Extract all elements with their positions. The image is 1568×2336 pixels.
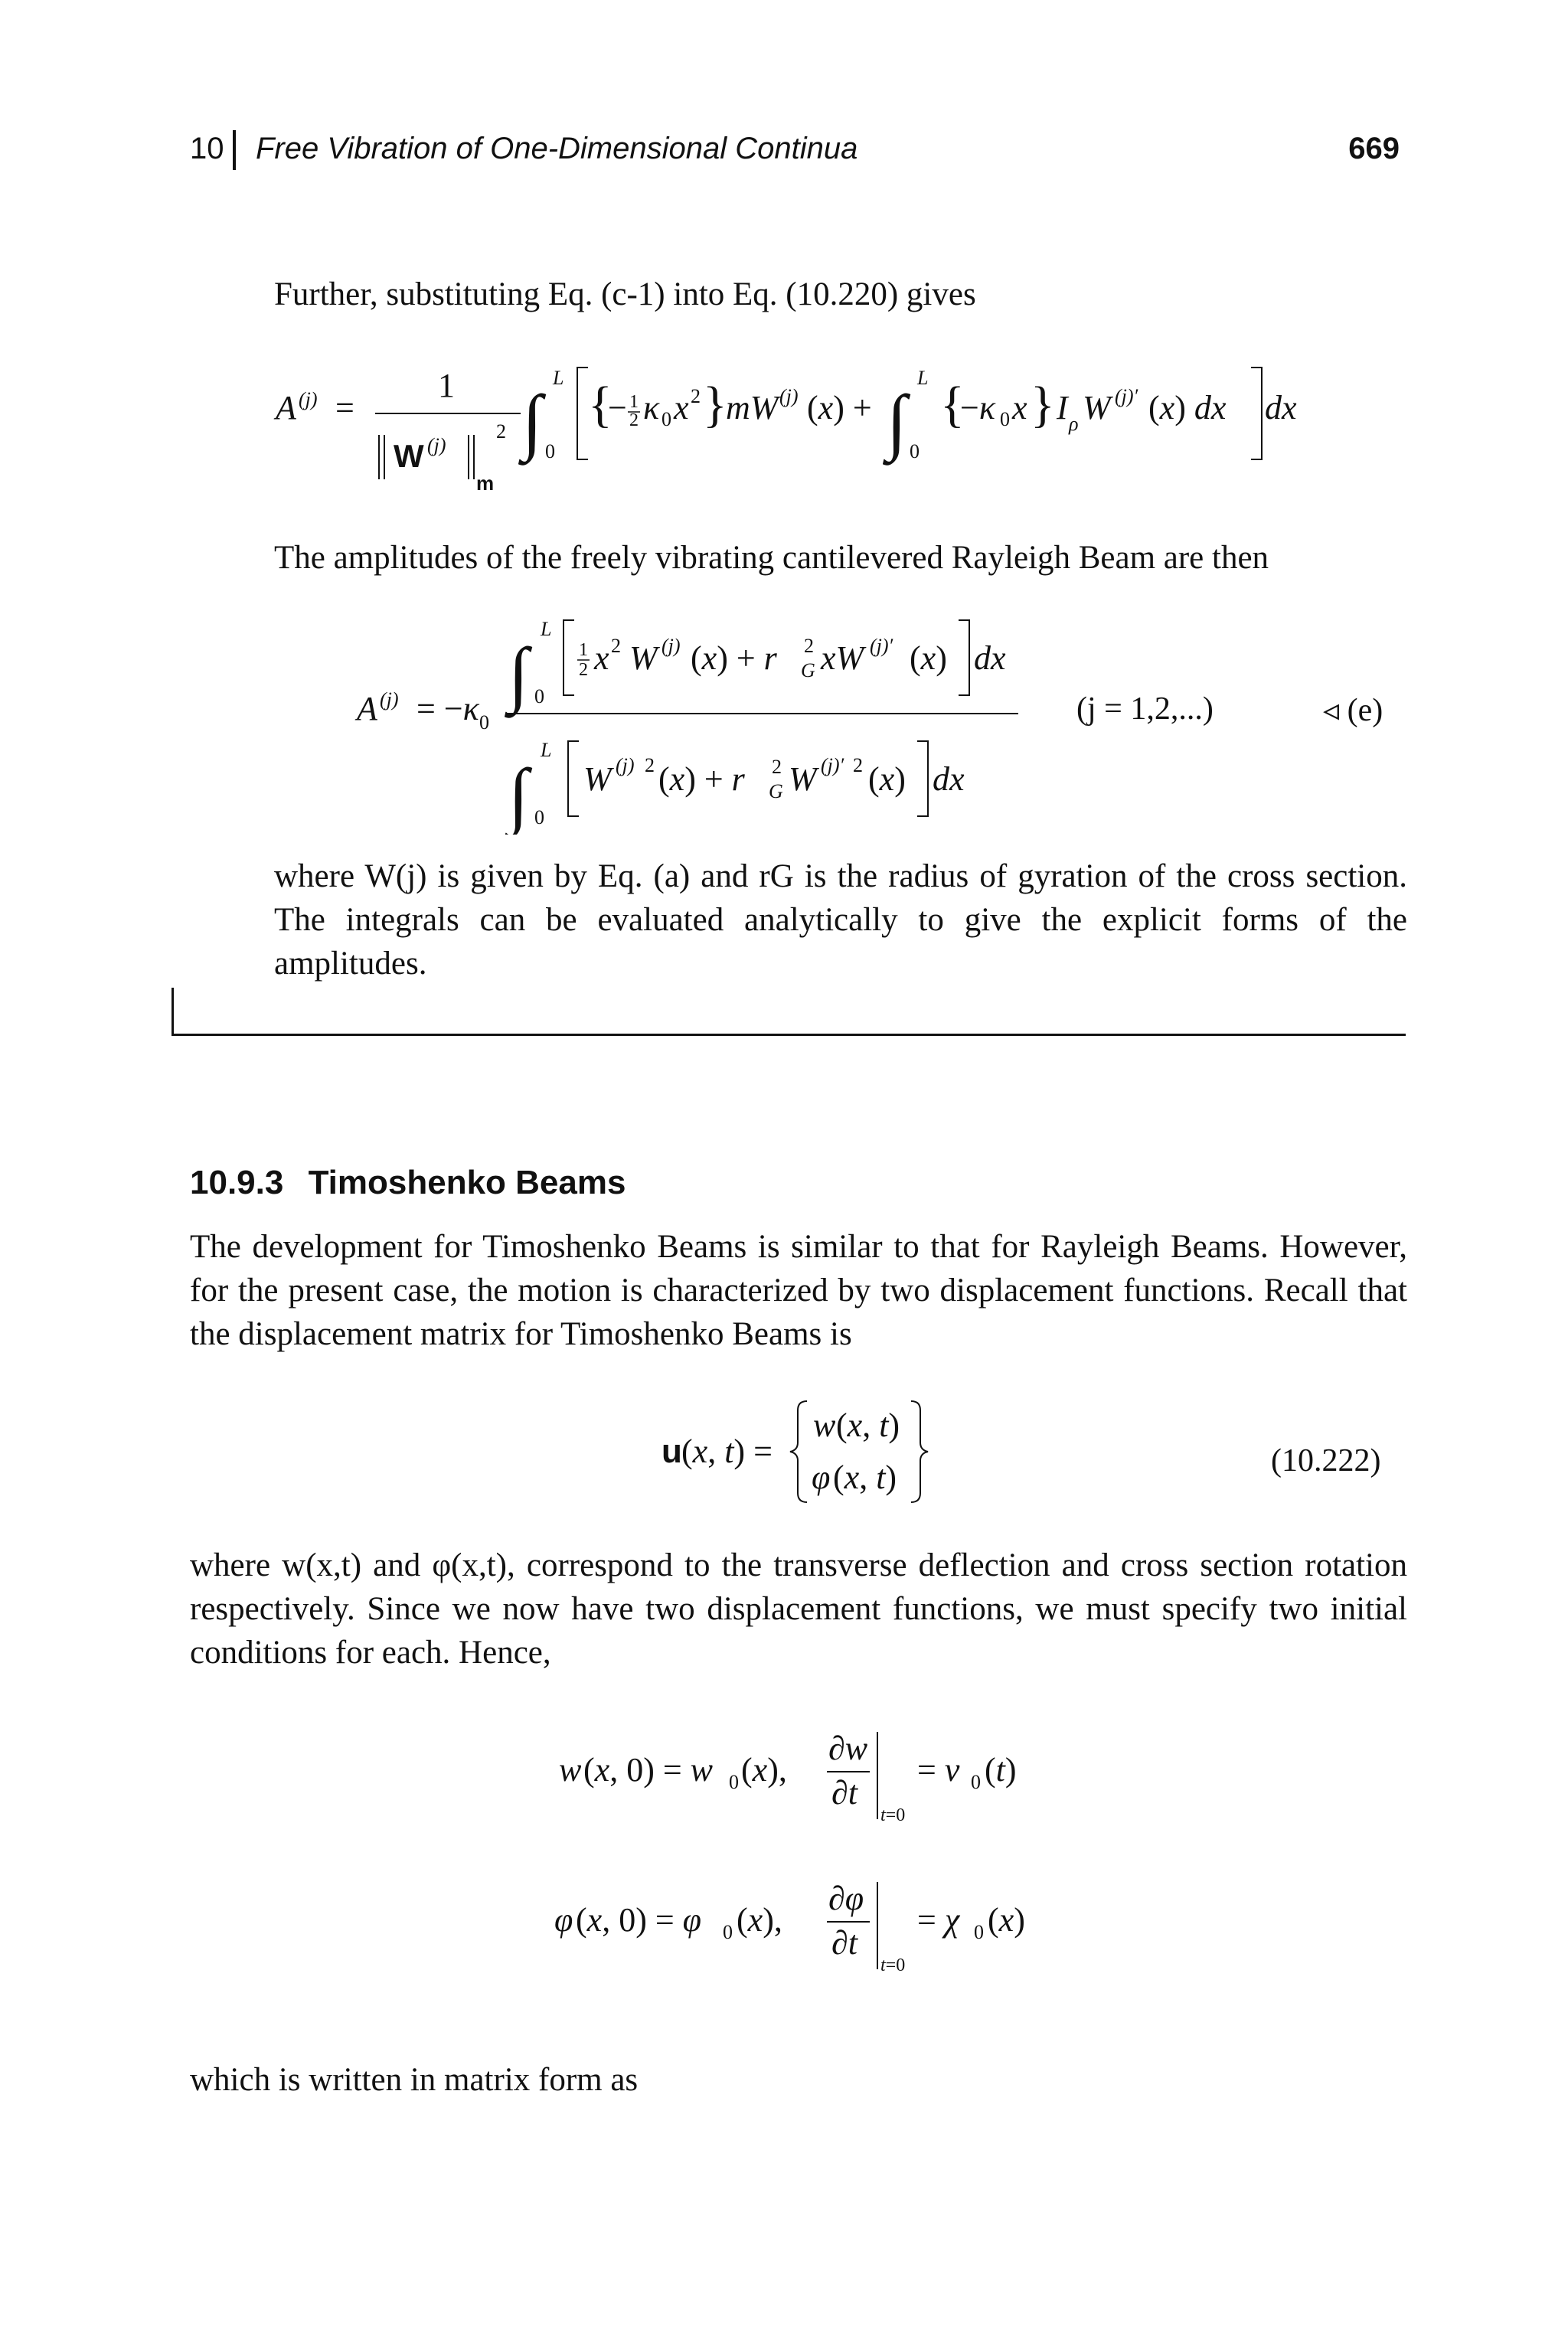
svg-text:−: − [608,389,627,426]
svg-text:0: 0 [729,1771,739,1793]
svg-text:(j): (j) [299,388,318,410]
svg-text:(x) +: (x) + [807,389,872,426]
svg-text:∂w: ∂w [828,1730,868,1767]
svg-text:W: W [1083,389,1111,426]
svg-text:∫: ∫ [508,632,529,714]
svg-text:∂t: ∂t [831,1924,858,1962]
svg-text:(j)′: (j)′ [1115,385,1138,407]
svg-text:{: { [940,377,965,433]
svg-text:(x) + r: (x) + r [658,760,745,798]
svg-text:∂t: ∂t [831,1774,858,1812]
svg-text:(t): (t) [985,1751,1017,1789]
svg-text:= χ: = χ [917,1901,960,1939]
header-divider [233,130,236,170]
svg-text:(x): (x) [868,760,906,798]
svg-text:(j): (j) [779,385,799,407]
chapter-title: Free Vibration of One-Dimensional Continua [256,132,858,165]
svg-text:W: W [394,438,424,474]
svg-text:xW: xW [821,639,864,677]
paragraph-where-w-phi: where w(x,t) and φ(x,t), correspond to the transverse deflection and cross section rotation respectively. Since we now have two displacement functions, we must specify two initial conditions for each. Hence, [190,1547,1407,1671]
svg-text:(x, 0) = φ: (x, 0) = φ [576,1901,701,1939]
paragraph-substitution: Further, substituting Eq. (c-1) into Eq. (10.220) gives [274,276,976,312]
svg-text:1: 1 [629,392,639,412]
svg-text:0: 0 [534,685,544,707]
running-header [190,132,1400,178]
svg-text:(x),: (x), [737,1901,782,1939]
svg-text:(x, t) =: (x, t) = [681,1433,773,1470]
svg-text:}: } [703,377,727,433]
svg-text:L: L [541,618,552,640]
svg-text:0: 0 [1000,408,1010,430]
paragraph-timoshenko-intro: The development for Timoshenko Beams is similar to that for Rayleigh Beams. However, for the present case, the motion is characterized by two displacement functions. Recall that the displacement matrix for Timoshenko Beams is [190,1229,1407,1352]
section-title: Timoshenko Beams [308,1164,626,1201]
svg-text:2: 2 [629,410,639,430]
svg-text:1: 1 [438,367,455,404]
svg-text:W: W [629,639,658,677]
svg-text:0: 0 [545,440,555,462]
svg-text:L: L [553,367,564,389]
svg-text:2: 2 [496,420,506,443]
svg-text:x: x [1012,389,1027,426]
svg-text:w: w [559,1751,582,1789]
paragraph-where-w: where W(j) is given by Eq. (a) and rG is the radius of gyration of the cross section. The integrals can be evaluated analytically to give the explicit forms of the amplitudes. [274,858,1407,982]
equation-amplitude-norm [268,345,1340,505]
svg-text:0: 0 [723,1921,733,1943]
section-number: 10.9.3 [190,1164,284,1201]
equation-10-222 [651,1393,972,1508]
svg-text:2: 2 [804,635,814,657]
page-number: 669 [1348,132,1400,165]
svg-text:=: = [335,389,354,426]
svg-text:0: 0 [479,711,489,733]
svg-text:(j)′: (j)′ [821,754,844,776]
svg-text:mW: mW [726,389,779,426]
equation-10-222-tag: (10.222) [1271,1443,1381,1478]
svg-text:(x) + r: (x) + r [691,639,777,677]
svg-text:∂φ: ∂φ [828,1880,864,1917]
svg-text:κ: κ [643,389,660,426]
chapter-number: 10 [190,132,224,165]
svg-text:(x),: (x), [741,1751,787,1789]
svg-text:ρ: ρ [1069,413,1079,435]
svg-text:W: W [789,760,817,798]
svg-text:2: 2 [611,635,621,657]
svg-text:2: 2 [691,385,701,407]
svg-text:W: W [583,760,612,798]
svg-text:(x) dx: (x) dx [1148,389,1227,426]
equation-e [345,613,1080,835]
svg-text:(x, t): (x, t) [833,1459,897,1496]
svg-text:w: w [813,1407,836,1444]
svg-text:t=0: t=0 [880,1955,906,1975]
svg-text:φ: φ [812,1459,831,1496]
equation-e-tag: ◃ (e) [1323,693,1383,728]
example-end-rule-vertical [172,988,174,1035]
svg-text:0: 0 [910,440,920,462]
svg-text:= −κ: = −κ [416,690,479,727]
svg-text:(j)′: (j)′ [870,635,893,657]
svg-text:L: L [917,367,929,389]
svg-text:2: 2 [772,756,782,778]
svg-text:−κ: −κ [960,389,995,426]
svg-text:{: { [588,377,612,433]
svg-text:(j): (j) [662,635,681,657]
svg-text:A: A [276,389,296,426]
svg-text:dx: dx [974,639,1006,677]
svg-text:∫: ∫ [522,380,543,462]
svg-text:x: x [674,389,689,426]
svg-text:1: 1 [579,640,588,660]
paragraph-amplitudes-intro: The amplitudes of the freely vibrating cantilevered Rayleigh Beam are then [274,540,1269,576]
svg-text:0: 0 [534,806,544,828]
svg-text:0: 0 [971,1771,981,1793]
svg-text:G: G [801,659,815,681]
svg-text:∫: ∫ [887,380,907,462]
svg-text:(j): (j) [380,688,399,711]
example-end-rule-horizontal [172,1034,1406,1036]
svg-text:2: 2 [853,754,863,776]
svg-text:φ: φ [554,1901,573,1939]
svg-text:}: } [1031,377,1055,433]
svg-text:(j): (j) [616,754,635,776]
svg-text:(j): (j) [427,434,446,456]
section-heading [190,1164,626,1202]
svg-text:dx: dx [1265,389,1297,426]
equation-initial-conditions [536,1715,1072,2006]
equation-e-range: (j = 1,2,...) [1076,691,1214,727]
svg-text:2: 2 [579,660,588,680]
svg-text:G: G [769,780,783,802]
svg-text:(x): (x) [910,639,947,677]
svg-text:(x, 0) = w: (x, 0) = w [583,1751,714,1789]
svg-text:t=0: t=0 [880,1805,906,1825]
svg-text:dx: dx [933,760,965,798]
paragraph-matrix-form: which is written in matrix form as [190,2062,639,2098]
svg-text:= v: = v [917,1751,960,1789]
svg-text:(x): (x) [988,1901,1025,1939]
svg-text:m: m [476,472,495,495]
svg-text:(x, t): (x, t) [836,1407,900,1444]
svg-text:0: 0 [662,408,671,430]
svg-text:2: 2 [645,754,655,776]
svg-text:u: u [662,1433,682,1470]
svg-text:x: x [594,639,609,677]
svg-text:0: 0 [974,1921,984,1943]
svg-text:A: A [357,690,377,727]
svg-text:∫: ∫ [508,753,529,835]
svg-text:I: I [1057,389,1068,426]
svg-text:L: L [541,739,552,761]
